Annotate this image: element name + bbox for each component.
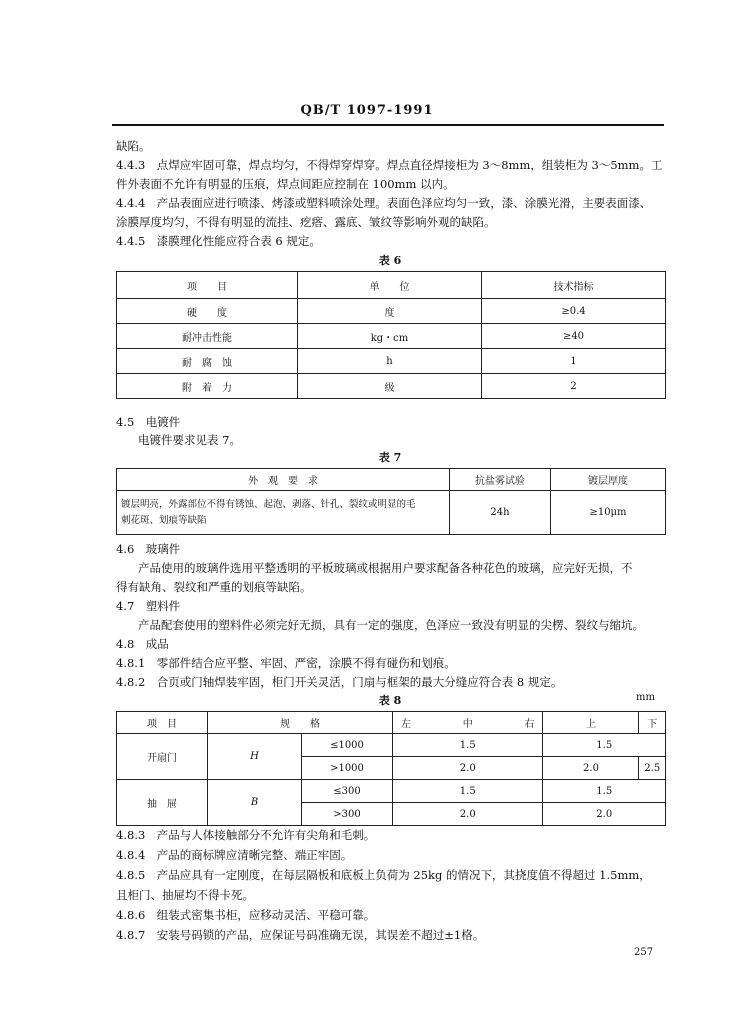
table8-header: 上	[543, 712, 639, 734]
table6-header: 单 位	[298, 272, 482, 299]
table6-cell: 度	[298, 299, 482, 324]
table6-cell: 2	[482, 374, 666, 399]
section-4-8-title: 4.8 成品	[116, 637, 169, 651]
table6-cell: h	[298, 349, 482, 374]
section-4-8-1: 4.8.1 零部件结合应平整、牢固、严密，涂膜不得有碰伤和划痕。	[116, 656, 456, 670]
text-line: 4.8.4 产品的商标牌应清晰完整、端正牢固。	[116, 848, 353, 862]
section-4-6-title: 4.6 玻璃件	[116, 542, 181, 556]
table7-header: 镀层厚度	[551, 469, 666, 491]
table8-header	[393, 712, 543, 734]
text-line: 4.8.6 组装式密集书柜，应移动灵活、平稳可靠。	[116, 908, 376, 922]
document-header: QB/T 1097-1991	[300, 103, 434, 118]
text-line: 涂膜厚度均匀，不得有明显的流挂、疙瘩、露底、皱纹等影响外观的缺陷。	[116, 215, 496, 229]
page-number: 257	[634, 947, 654, 958]
text-line: 缺陷。	[116, 139, 151, 153]
table6-cell: 耐冲击性能	[117, 324, 298, 349]
table8-cell: 1.5	[543, 780, 666, 803]
table8-unit: mm	[636, 692, 655, 703]
table8-header-left: 左	[401, 719, 411, 730]
text-line: 4.4.5 漆膜理化性能应符合表 6 规定。	[116, 234, 321, 248]
text-line: 4.4.4 产品表面应进行喷漆、烤漆或塑料喷涂处理。表面色泽应均匀一致，漆、涂膜光滑，主要表面漆、	[116, 196, 652, 210]
section-4-6-line: 产品使用的玻璃件选用平整透明的平板玻璃或根据用户要求配备各种花色的玻璃，应完好无损，不	[138, 561, 633, 575]
table7-header: 抗盐雾试验	[450, 469, 551, 491]
table6-caption: 表 6	[378, 254, 402, 267]
table8-cell: >1000	[302, 757, 393, 780]
header-rule	[112, 124, 664, 126]
table6-header: 技术指标	[482, 272, 666, 299]
table6-header: 项 目	[117, 272, 298, 299]
table7-cell: ≥10μm	[551, 491, 666, 535]
table7-appearance-line: 镀层明亮，外露部位不得有锈蚀、起泡、剥落、针孔、裂纹或明显的毛	[121, 498, 416, 510]
table8-cell: 1.5	[393, 780, 543, 803]
text-line: 4.8.5 产品应具有一定刚度，在每层隔板和底板上负荷为 25kg 的情况下，其挠度值不得超过 1.5mm，	[116, 868, 651, 882]
table6-cell: kg・cm	[298, 324, 482, 349]
table8-cell: 2.0	[393, 803, 543, 826]
section-4-8-2: 4.8.2 合页或门轴焊装牢固，柜门开关灵活，门扇与框架的最大分缝应符合表 8 规定。	[116, 675, 563, 689]
table6-cell: 附 着 力	[117, 374, 298, 399]
table7-appearance-line: 刺花斑、划痕等缺陷	[121, 514, 207, 526]
table8-cell: 1.5	[393, 734, 543, 757]
table8	[116, 711, 666, 826]
table7	[116, 468, 666, 535]
table8-drawer-label: 抽 屉	[117, 780, 208, 826]
text-line: 且柜门、抽屉均不得卡死。	[116, 888, 254, 902]
table8-header: 下	[639, 712, 666, 734]
table8-header-right: 右	[524, 719, 535, 730]
table8-cell: 2.0	[393, 757, 543, 780]
table6-cell: 硬 度	[117, 299, 298, 324]
table6-cell: ≥40	[482, 324, 666, 349]
table8-cell: 2.0	[543, 757, 639, 780]
table8-cell: 2.5	[639, 757, 666, 780]
table8-header: 规 格	[208, 712, 393, 734]
text-line: 件外表面不允许有明显的压痕，焊点间距应控制在 100mm 以内。	[116, 177, 455, 191]
table8-header-mid: 中	[462, 719, 473, 730]
table7-caption: 表 7	[378, 451, 402, 464]
table6-cell: 1	[482, 349, 666, 374]
section-4-7-title: 4.7 塑料件	[116, 599, 181, 613]
text-line: 4.8.3 产品与人体接触部分不允许有尖角和毛刺。	[116, 828, 376, 842]
table7-header: 外 观 要 求	[117, 469, 450, 491]
table8-door-label: 开扇门	[117, 734, 208, 780]
text-line: 4.4.3 点焊应牢固可靠，焊点均匀，不得焊穿焊穿。焊点直径焊接柜为 3～8mm，组装柜为 3～5mm。工	[116, 158, 663, 172]
table8-drawer-symbol: B	[208, 780, 302, 826]
section-4-5-title: 4.5 电镀件	[116, 415, 181, 429]
section-4-6-line: 得有缺角、裂纹和严重的划痕等缺陷。	[116, 580, 312, 594]
section-4-7-line: 产品配套使用的塑料件必须完好无损，具有一定的强度，色泽应一致没有明显的尖楞、裂纹与缩坑。	[138, 618, 644, 632]
table6-cell: 级	[298, 374, 482, 399]
table7-cell: 24h	[450, 491, 551, 535]
table8-cell: 1.5	[543, 734, 666, 757]
table6	[116, 271, 666, 399]
text-line: 4.8.7 安装号码锁的产品，应保证号码准确无误，其误差不超过±1格。	[116, 928, 485, 942]
section-4-5-text: 电镀件要求见表 7。	[138, 433, 241, 447]
table6-cell: 耐 腐 蚀	[117, 349, 298, 374]
table8-cell: ≤300	[302, 780, 393, 803]
table6-cell: ≥0.4	[482, 299, 666, 324]
table8-door-symbol: H	[208, 734, 302, 780]
table8-cell: 2.0	[543, 803, 666, 826]
table8-header: 项 目	[117, 712, 208, 734]
table8-cell: ≤1000	[302, 734, 393, 757]
table8-cell: >300	[302, 803, 393, 826]
table8-caption: 表 8	[378, 694, 402, 707]
table7-appearance-cell	[117, 491, 450, 535]
